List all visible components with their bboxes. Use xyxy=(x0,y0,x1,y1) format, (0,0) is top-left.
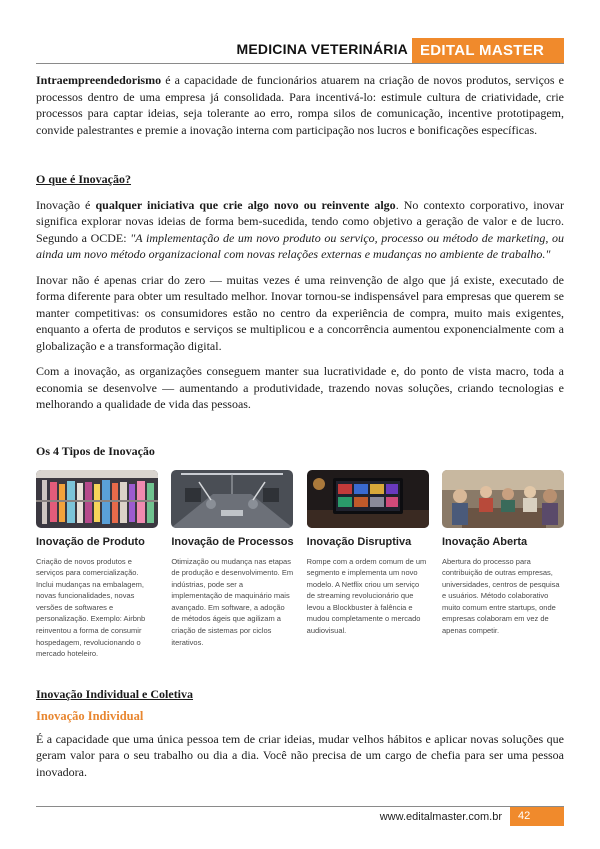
collaboration-meeting-illustration xyxy=(442,470,564,528)
section-heading-individual: Inovação Individual e Coletiva xyxy=(36,686,194,701)
p1-quote: "A implementação de um novo produto ou serviço, processo ou método de marketing, ou ainda um novo método organizacional com novas relações externas e mudanças no ambiente de trabalho." xyxy=(36,230,564,261)
page-header xyxy=(36,38,564,64)
section-heading-types: Os 4 Tipos de Inovação xyxy=(36,443,155,458)
p1-text-b: . No contexto corporativo, inovar significa explorar novas ideias de forma bem-sucedida, tendo como objetivo a geração de valor e de lucro. Segundo a OCDE: xyxy=(36,197,564,245)
page-content xyxy=(36,72,564,789)
card-title: Inovação Aberta xyxy=(441,536,528,548)
innovation-types-cards xyxy=(36,470,564,660)
card-title: Inovação de Processos xyxy=(171,536,294,548)
card-product-innovation xyxy=(36,470,158,660)
p1-text-a: Inovação é xyxy=(36,197,96,212)
footer-divider xyxy=(36,806,564,807)
p1-bold: qualquer iniciativa que crie algo novo ou reinvente algo xyxy=(95,197,396,212)
card-title: Inovação Disruptiva xyxy=(306,536,412,548)
page-number: 42 xyxy=(510,807,564,826)
intro-term: Intraempreendedorismo xyxy=(36,73,162,87)
collaboration-meeting-image xyxy=(442,470,564,528)
section-heading-innovation: O que é Inovação? xyxy=(36,172,132,186)
header-divider xyxy=(36,63,564,64)
streaming-tv-illustration xyxy=(307,470,429,528)
innovation-paragraph-3: Com a inovação, as organizações conseguem manter sua lucratividade e, do ponto de vista macro, toda a economia se desenvolve — aumentando a produtividade, trazendo novas soluções, criando tecnologias e melhorando a qualidade de vida das pessoas. xyxy=(36,364,564,411)
card-description: Abertura do processo para contribuição de outras empresas, universidades, centros de pesquisa e usuários. Método colaborativo muito comum entre startups, onde empresas colaboram em vez de apenas competir. xyxy=(441,556,560,636)
card-title: Inovação de Produto xyxy=(36,536,145,548)
factory-line-illustration xyxy=(171,470,293,528)
product-shelves-illustration xyxy=(36,470,158,528)
card-open-innovation xyxy=(442,470,564,660)
header-subject: MEDICINA VETERINÁRIA xyxy=(236,41,408,57)
innovation-paragraph-2: Inovar não é apenas criar do zero — muitas vezes é uma reinvenção de algo que já existe, executado de forma diferente para obter um resultado melhor. Inovar tornou-se indispensável para empresas que querem se manter competitivas: os consumidores estão no centro da experiência de compra, muito mais exigentes, enquanto a oferta de produtos e serviços se multiplicou e a concorrência aumentou exponencialmente com a globalização e a transformação digital. xyxy=(36,272,564,353)
footer-url: www.editalmaster.com.br xyxy=(379,811,502,823)
intro-text: é a capacidade de funcionários atuarem na criação de novos produtos, serviços e processos dentro de uma empresa já consolidada. Para incentivá-lo: estimule cultura de criatividade, crie processos para captar ideias, seja tolerante ao erro, rompa silos de comunicação, incentive prototipagem, convide palestrantes e premie a inovação interna com participação nos lucros e bonificações específicas. xyxy=(36,73,564,137)
card-description: Rompe com a ordem comum de um segmento e implementa um novo modelo. A Netflix criou um serviço de streaming revolucionário que levou a Blockbuster à falência e mudou completamente o mercado audiovisual. xyxy=(306,556,427,636)
card-disruptive-innovation xyxy=(307,470,429,660)
streaming-tv-image xyxy=(307,470,429,528)
page-footer xyxy=(36,806,564,826)
subheading-individual: Inovação Individual xyxy=(36,709,144,724)
header-brand: EDITAL MASTER xyxy=(412,38,564,64)
card-process-innovation xyxy=(171,470,293,660)
intro-paragraph xyxy=(36,72,564,138)
innovation-paragraph-1 xyxy=(36,197,564,263)
factory-line-image xyxy=(171,470,293,528)
card-description: Criação de novos produtos e serviços para comercialização. Inclui mudanças na embalagem, novas funcionalidades, novas versões de softwares e personalização. Exemplo: Airbnb reinventou a forma de consumir hospedagem, revolucionando o mercado hoteleiro. xyxy=(36,556,146,659)
card-description: Otimização ou mudança nas etapas de produção e desenvolvimento. Em indústrias, pode ser a implementação de maquinário mais avançado. Em software, a adoção de métodos ágeis que agilizam a criação de sistemas por ciclos iterativos. xyxy=(171,556,294,647)
product-shelves-image xyxy=(36,470,158,528)
individual-paragraph: É a capacidade que uma única pessoa tem de criar ideias, mudar velhos hábitos e aplicar novas soluções que geram valor para o seu trabalho ou dia a dia. Você não precisa de um cargo de chefia para ser uma pessoa inovadora. xyxy=(36,731,564,779)
